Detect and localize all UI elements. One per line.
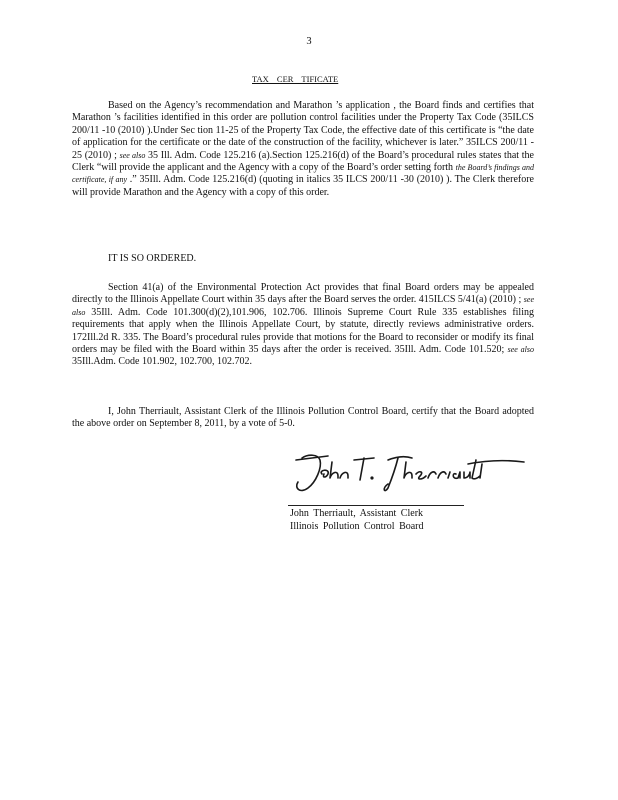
- tax-certificate-paragraph: [72, 100, 534, 199]
- p2-text-b: 35Ill. Adm. Code 101.300(d)(2),101.906, 102.706. Illinois Supreme Court Rule 335 establishes filing requirements that apply when the Illinois Appellate Court, by statute, directly reviews administrative orders. 172Ill.2d R. 335. The Board’s procedural rules provide that motions for the Board to reconsider or modify its final orders may be filed with the Board within 35 days after the order is received. 35Ill. Adm. Code 101.520;: [72, 306, 534, 356]
- page-number: 3: [306, 36, 312, 47]
- p1-see-also: see also: [119, 150, 146, 160]
- handwritten-signature: [288, 448, 528, 496]
- p2-text-a: Section 41(a) of the Environmental Protection Act provides that final Board orders may be appealed directly to the Illinois Appellate Court within 35 days after the Board serves the order. 415ILCS 5/41(a) (2010) ;: [72, 282, 534, 306]
- p2-text-c: 35Ill.Adm. Code 101.902, 102.700, 102.702.: [72, 356, 252, 368]
- clerk-certification-paragraph: I, John Therriault, Assistant Clerk of the Illinois Pollution Control Board, certify that the Board adopted the above order on September 8, 2011, by a vote of 5-0.: [72, 406, 534, 430]
- p1-quoted-italic: the Board’s findings and certificate, if any: [72, 163, 534, 185]
- p2-see-also: see also: [72, 295, 534, 317]
- p1-text-a: Based on the Agency’s recommendation and Marathon ’s application , the Board finds and certifies that Marathon ’s facilities identified in this order are pollution control facilities under the Property Tax Code (35ILCS 200/11 -10 (2010) ).Under Sec tion 11-25 of the Property Tax Code, the effective date of this certificate is “the date of application for the certificate or the date of the construction of the facility, whichever is later.” 35ILCS 200/11 - 25 (2010) ;: [72, 100, 534, 161]
- appeal-paragraph: [72, 282, 534, 369]
- signer-name-title: John Therriault, Assistant Clerk: [290, 508, 424, 519]
- order-statement: IT IS SO ORDERED.: [108, 253, 197, 264]
- p1-text-c: .” 35Ill. Adm. Code 125.216(d) (quoting in italics 35 ILCS 200/11 -30 (2010) ). The Clerk therefore will provide Marathon and the Agency with a copy of this order.: [72, 174, 534, 198]
- document-title: TAX CER TIFICATE: [252, 74, 339, 84]
- signature-line: [288, 505, 464, 506]
- p1-text-b: 35 Ill. Adm. Code 125.216 (a).Section 125.216(d) of the Board’s procedural rules states that the Clerk “will provide the applicant and the Agency with a copy of the Board’s order setting forth: [72, 149, 534, 174]
- signer-organization: Illinois Pollution Control Board: [290, 521, 424, 532]
- p2-see-also-2: see also: [507, 345, 534, 355]
